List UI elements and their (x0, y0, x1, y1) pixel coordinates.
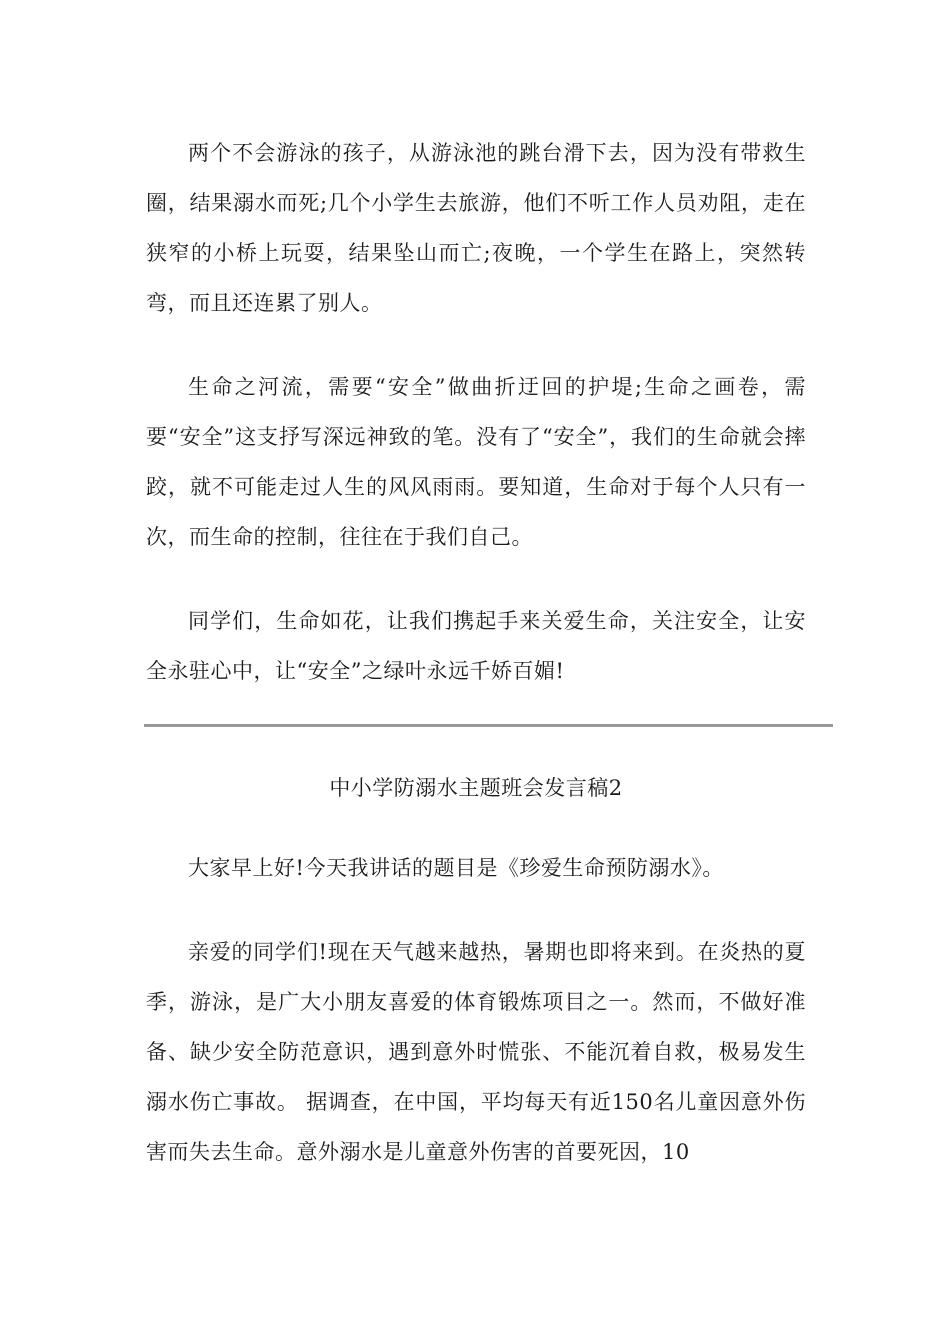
paragraph-safety-river: 生命之河流，需要“安全”做曲折迂回的护堤;生命之画卷，需要“安全”这支抒写深远神致的笔。没有了“安全”，我们的生命就会摔跤，就不可能走过人生的风风雨雨。要知道，生命对于每个人只有一次，而生命的控制，往往在于我们自己。 (146, 375, 806, 549)
section-speech-2 (146, 763, 806, 1211)
paragraph-greeting: 大家早上好!今天我讲话的题目是《珍爱生命预防溺水》。 (188, 856, 724, 880)
section-previous-speech (146, 128, 806, 730)
paragraph-summer-swimming: 亲爱的同学们!现在天气越来越热，暑期也即将来到。在炎热的夏季，游泳，是广大小朋友喜爱的体育锻炼项目之一。然而，不做好准备、缺少安全防范意识，遇到意外时慌张、不能沉着自救，极易发生溺水伤亡事故。 据调查，在中国，平均每天有近150名儿童因意外伤害而失去生命。意外溺水是儿童意外伤害的首要死因，10 (146, 940, 806, 1164)
section-divider (144, 724, 833, 727)
paragraph-drowning-examples: 两个不会游泳的孩子，从游泳池的跳台滑下去，因为没有带救生圈，结果溺水而死;几个小学生去旅游，他们不听工作人员劝阻，走在狭窄的小桥上玩耍，结果坠山而亡;夜晚，一个学生在路上，突然转弯，而且还连累了别人。 (146, 141, 806, 315)
speech-title: 中小学防溺水主题班会发言稿2 (329, 776, 623, 800)
paragraph-closing-appeal: 同学们，生命如花，让我们携起手来关爱生命，关注安全，让安全永驻心中，让“安全”之绿叶永远千娇百媚! (146, 609, 806, 683)
